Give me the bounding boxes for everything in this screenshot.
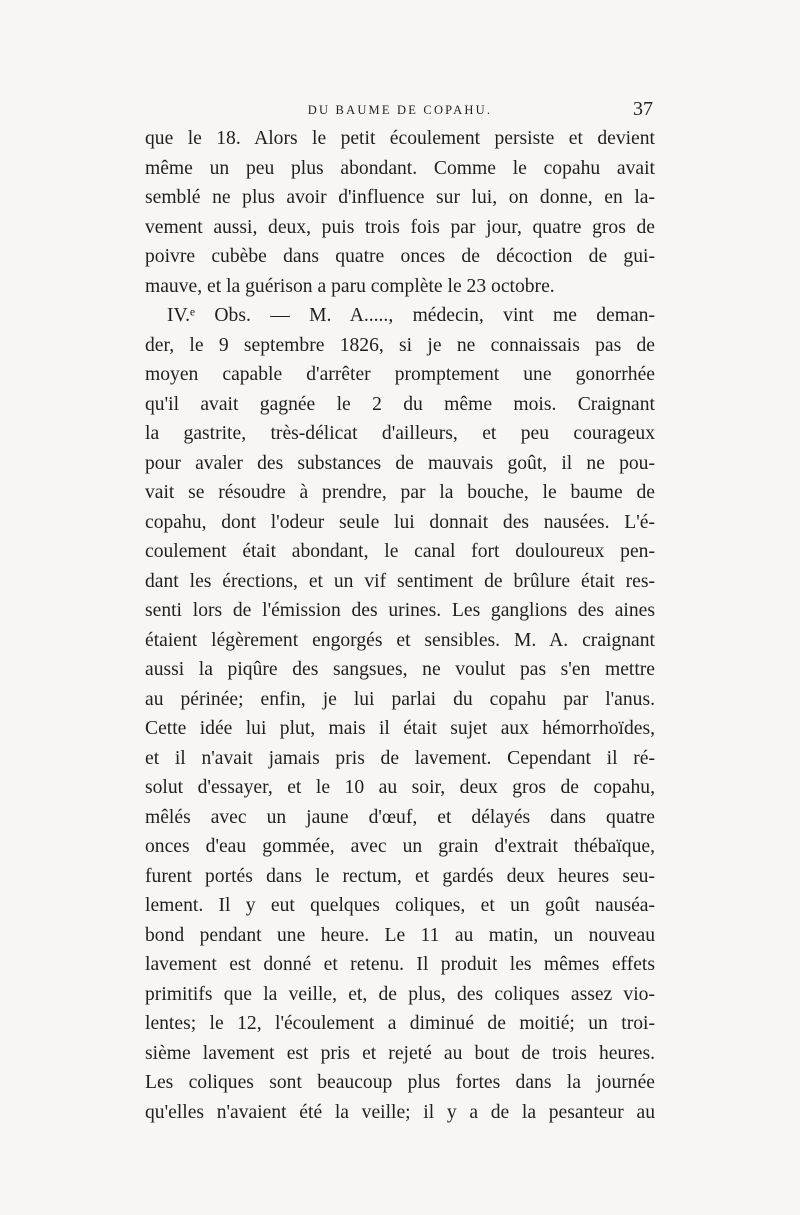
text-line: lentes; le 12, l'écoulement a diminué de moitié; un troi- [145, 1013, 655, 1034]
text-line: lavement est donné et retenu. Il produit les mêmes effets [145, 954, 655, 975]
text-line: dant les érections, et un vif sentiment de brûlure était res- [145, 570, 655, 592]
text-line: IV.ᵉ Obs. — M. A....., médecin, vint me deman- [167, 305, 655, 326]
page-number: 37 [633, 98, 653, 120]
text-line: coulement était abondant, le canal fort douloureux pen- [145, 541, 655, 562]
text-line: Les coliques sont beaucoup plus fortes dans la journée [145, 1072, 655, 1093]
text-line: furent portés dans le rectum, et gardés deux heures seu- [145, 865, 655, 887]
text-line: vement aussi, deux, puis trois fois par jour, quatre gros de [145, 216, 655, 238]
text-line: mêlés avec un jaune d'œuf, et délayés dans quatre [145, 806, 655, 828]
text-line: poivre cubèbe dans quatre onces de décoction de gui- [145, 246, 655, 267]
text-line: onces d'eau gommée, avec un grain d'extrait thébaïque, [145, 836, 655, 857]
text-line: qu'elles n'avaient été la veille; il y a de la pesanteur au [145, 1101, 655, 1123]
text-line: qu'il avait gagnée le 2 du même mois. Craignant [145, 393, 655, 415]
text-line: pour avaler des substances de mauvais goût, il ne pou- [145, 452, 655, 474]
text-line: aussi la piqûre des sangsues, ne voulut pas s'en mettre [145, 659, 655, 680]
body-text [145, 124, 655, 1127]
text-line: moyen capable d'arrêter promptement une gonorrhée [145, 364, 655, 385]
text-line: bond pendant une heure. Le 11 au matin, un nouveau [145, 924, 655, 946]
running-head [145, 98, 655, 122]
text-line: même un peu plus abondant. Comme le copahu avait [145, 157, 655, 179]
text-line: der, le 9 septembre 1826, si je ne connaissais pas de [145, 334, 655, 356]
running-title: DU BAUME DE COPAHU. [307, 103, 493, 117]
text-line: étaient légèrement engorgés et sensibles. M. A. craignant [145, 629, 655, 651]
text-line: au périnée; enfin, je lui parlai du copahu par l'anus. [145, 688, 655, 710]
text-line: et il n'avait jamais pris de lavement. Cependant il ré- [145, 747, 655, 769]
text-line: lement. Il y eut quelques coliques, et un goût nauséa- [145, 895, 655, 916]
text-line: solut d'essayer, et le 10 au soir, deux gros de copahu, [145, 777, 655, 798]
text-line: la gastrite, très-délicat d'ailleurs, et peu courageux [145, 423, 655, 444]
text-line: que le 18. Alors le petit écoulement persiste et devient [145, 128, 655, 149]
text-line: copahu, dont l'odeur seule lui donnait des nausées. L'é- [145, 511, 655, 533]
text-line: vait se résoudre à prendre, par la bouche, le baume de [145, 482, 655, 503]
text-line: senti lors de l'émission des urines. Les ganglions des aines [145, 600, 655, 621]
text-line: primitifs que la veille, et, de plus, des coliques assez vio- [145, 983, 655, 1005]
text-line: sième lavement est pris et rejeté au bout de trois heures. [145, 1042, 655, 1064]
text-line: Cette idée lui plut, mais il était sujet aux hémorrhoïdes, [145, 718, 655, 739]
text-line: mauve, et la guérison a paru complète le 23 octobre. [145, 275, 555, 297]
text-line: semblé ne plus avoir d'influence sur lui, on donne, en la- [145, 187, 655, 208]
